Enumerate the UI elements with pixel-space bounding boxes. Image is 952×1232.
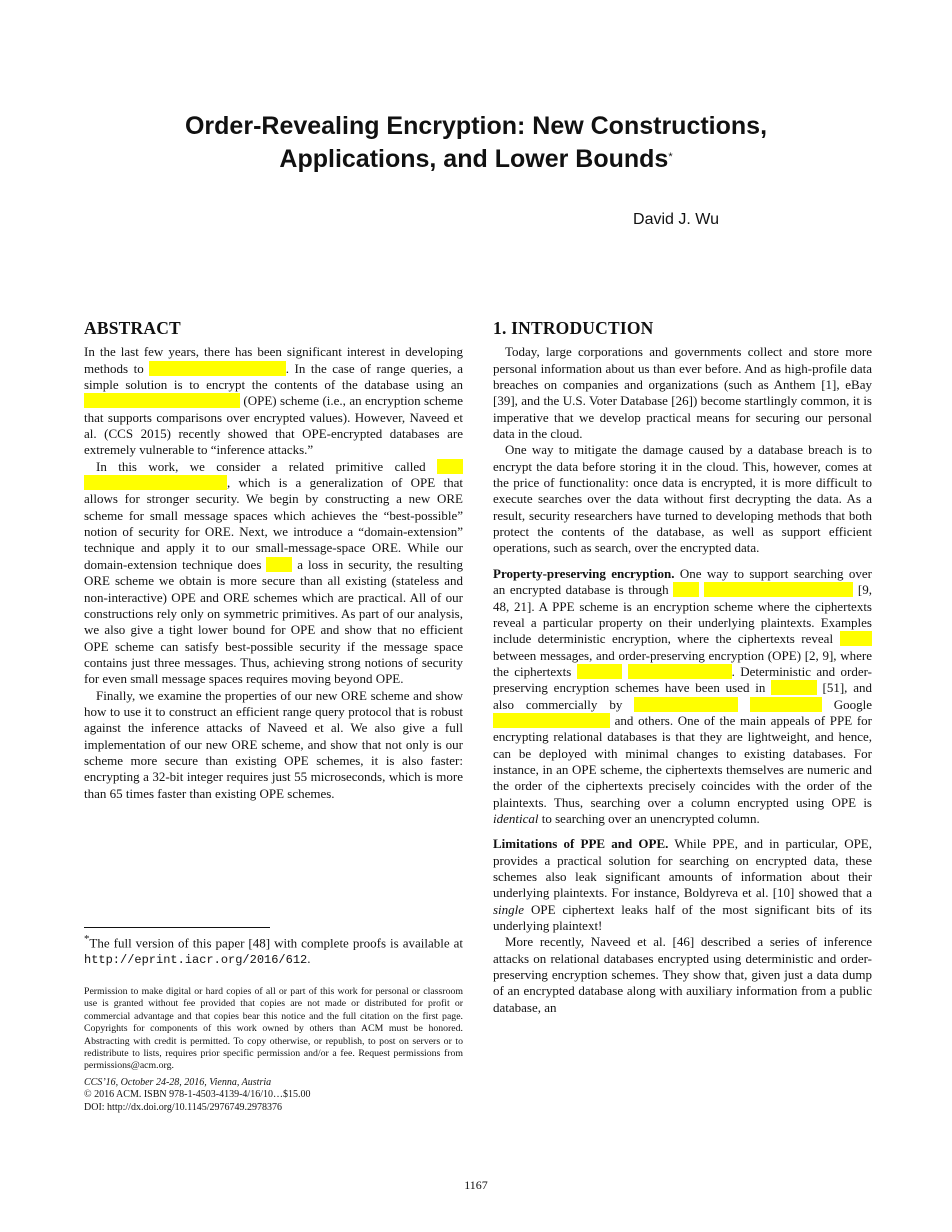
highlight-mark [577,664,623,679]
highlight-mark [628,664,732,679]
left-column [84,320,463,802]
abstract-heading: ABSTRACT [84,318,181,338]
intro-paragraph-3: More recently, Naveed et al. [46] described a series of inference attacks on relational databases encrypted using deterministic and order-preserving encryption schemes. They show that, given just a data dump of an encrypted database along with auxiliary information from a public database, an [493,934,872,1015]
permission-notice: Permission to make digital or hard copies of all or part of this work for personal or classroom use is granted without fee provided that copies are not made or distributed for profit or commercial advantage and that copies bear this notice and the full citation on the first page. Copyrights for components of this work owned by others than ACM must be honored. Abstracting with credit is permitted. To copy otherwise, or republish, to post on servers or to redistribute to lists, requires prior specific permission and/or a fee. Request permissions from permissions@acm.org. [84,986,463,1072]
abstract-paragraph-3: Finally, we examine the properties of our new ORE scheme and show how to use it to construct an efficient range query protocol that is robust against the inference attacks of Naveed et al. We also give a full implementation of our new ORE scheme, and show that not only is our scheme more secure than existing OPE schemes, it is also faster: encrypting a 32-bit integer requires just 55 microseconds, which is more than 65 times faster than existing OPE schemes. [84,687,463,801]
highlight-mark [437,459,463,474]
paper-title [80,110,872,176]
abstract-paragraph-1: In the last few years, there has been significant interest in developing methods to . In the case of range queries, a simple solution is to encrypt the contents of the database using an (OPE) scheme (i.e., an encryption scheme that supports comparisons over encrypted values). However, Naveed et al. (CCS 2015) recently showed that OPE-encrypted databases are extremely vulnerable to “inference attacks.” [84,344,463,458]
highlight-mark [84,475,227,490]
highlight-mark [771,680,817,695]
intro-paragraph-2: One way to mitigate the damage caused by a database breach is to encrypt the data before storing it in the cloud. This, however, comes at the price of functionality: once data is encrypted, it is more difficult to execute searches over the data without first decrypting the data. As a result, security researchers have turned to developing methods that both protect the contents of the database, as well as support efficient operations, such as search, over the encrypted data. [493,442,872,556]
ppe-heading: Property-preserving encryption. [493,565,675,581]
conference-line: CCS’16, October 24-28, 2016, Vienna, Austria [84,1077,272,1088]
page-number: 1167 [464,1178,488,1192]
title-footnote-mark: * [668,151,673,163]
highlight-mark [840,631,873,646]
highlight-mark [149,361,286,376]
highlight-mark [493,713,610,728]
highlight-mark [750,697,822,712]
highlight-mark [704,582,854,597]
title-line-2: Applications, and Lower Bounds [279,145,669,173]
abstract-paragraph-2: In this work, we consider a related primitive called , which is a generalization of OPE that allows for stronger security. We begin by constructing a new ORE scheme for small message spaces which achieves the “best-possible” notion of security for ORE. Next, we introduce a “domain-extension” technique and apply it to our small-message-space ORE. While our domain-extension technique does a loss in security, the resulting ORE scheme we obtain is more secure than all existing (stateless and non-interactive) OPE and ORE schemes which are practical. All of our constructions rely only on symmetric primitives. As part of our analysis, we also give a tight lower bound for OPE and show that no efficient OPE scheme can satisfy best-possible security if the message space contains just three messages. Thus, achieving strong notions of security for even small message spaces requires moving beyond OPE. [84,458,463,687]
footnote-rule [84,927,270,928]
author-name: David J. Wu [633,211,719,228]
intro-paragraph-1: Today, large corporations and governments collect and store more personal information about us than ever before. And as high-profile data breaches on companies and organizations (such as Anthem [1], eBay [39], and the U.S. Voter Database [26]) become startlingly common, it is imperative that we develop practical means for securing our personal data in the cloud. [493,344,872,442]
doi-line: DOI: http://dx.doi.org/10.1145/2976749.2978376 [84,1101,283,1113]
title-line-1: Order-Revealing Encryption: New Constructions, [184,112,768,140]
highlight-mark [84,393,240,408]
limitations-heading: Limitations of PPE and OPE. [493,836,669,852]
highlight-mark [673,582,699,597]
highlight-mark [266,557,292,572]
copyright-line: © 2016 ACM. ISBN 978-1-4503-4139-4/16/10…$15.00 [84,1089,311,1101]
footnote-url: http://eprint.iacr.org/2016/612 [84,952,308,967]
conference-info [84,1077,463,1114]
highlight-mark [634,697,738,712]
introduction-heading: 1. INTRODUCTION [493,318,654,338]
limitations-paragraph: Limitations of PPE and OPE. While PPE, and in particular, OPE, provides a practical solution for searching on encrypted data, these schemes also leak significant amounts of information about their underlying plaintexts. For instance, Boldyreva et al. [10] showed that a single OPE ciphertext leaks half of the most significant bits of its underlying plaintext! [493,836,873,934]
ppe-paragraph: Property-preserving encryption. One way to support searching over an encrypted database is through [9, 48, 21]. A PPE scheme is an encryption scheme where the ciphertexts reveal a particular property on their underlying plaintexts. Examples include deterministic encryption, where the ciphertexts reveal between messages, and order-preserving encryption (OPE) [2, 9], where the ciphertexts . Deterministic and order-preserving encryption schemes have been used in [51], and also commercially by Google and others. One of the main appeals of PPE for encrypting relational databases is that they are lightweight, and hence, can be deployed with minimal changes to existing databases. For instance, in an OPE scheme, the ciphertexts themselves are numeric and the order of the ciphertexts precisely coincides with the order of the plaintexts. Thus, searching over a column encrypted using OPE is identical to searching over an unencrypted column. [493,565,873,826]
footnote: *The full version of this paper [48] with complete proofs is available at http://eprint.iacr.org/2016/612. [84,933,463,967]
right-column [493,320,872,1016]
